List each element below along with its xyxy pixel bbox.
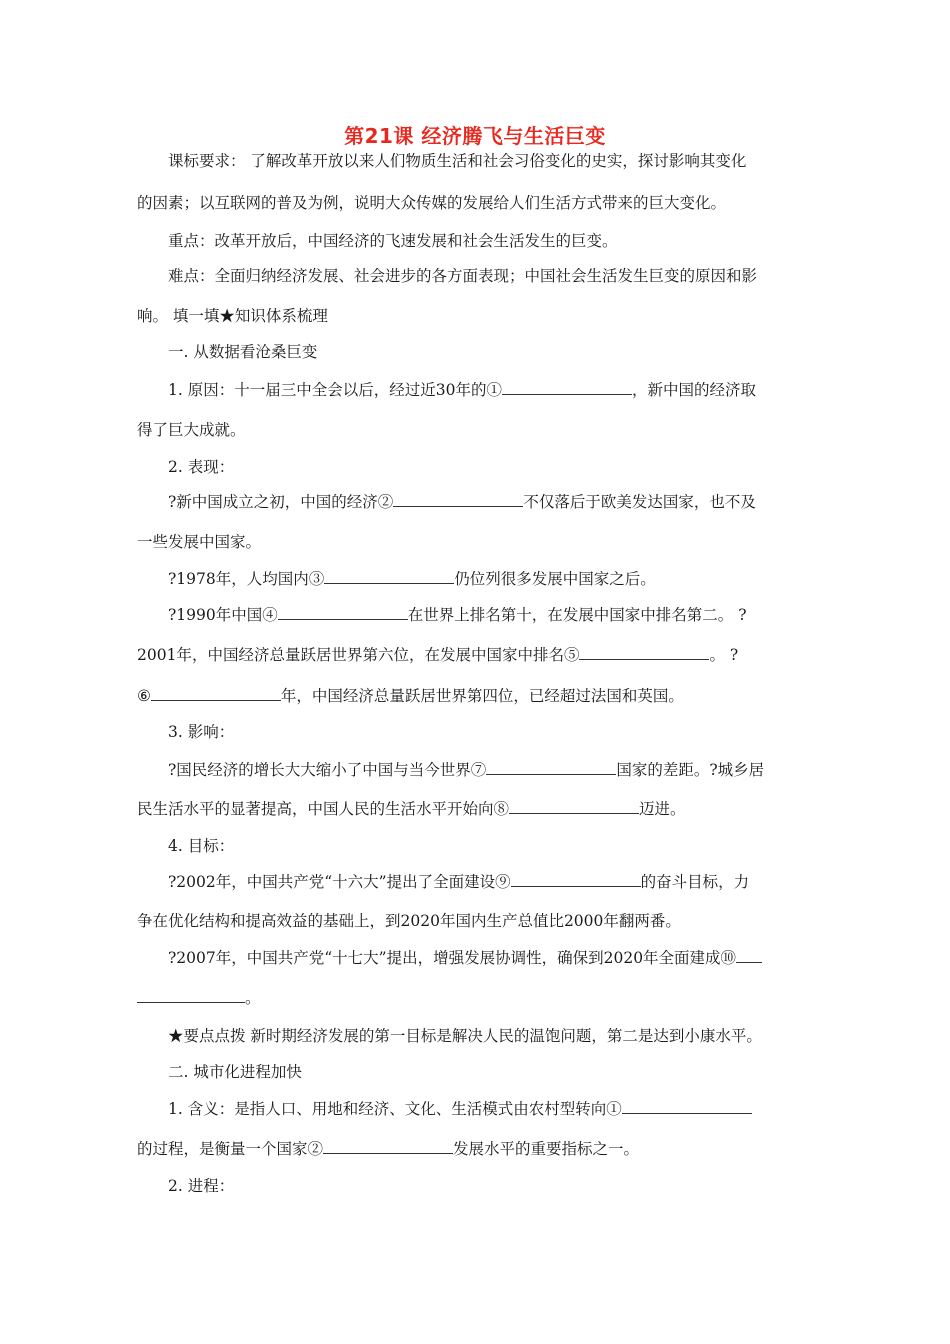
text-line (168, 1176, 234, 1196)
fill-in-blank[interactable] (324, 569, 454, 584)
text-line (168, 342, 317, 362)
text-segment: 民生活水平的显著提高，中国人民的生活水平开始向⑧ (137, 800, 510, 818)
text-segment: ⑥ (137, 687, 151, 705)
text-line (168, 948, 762, 968)
text-segment: 2. 表现： (168, 458, 235, 476)
text-segment: 1. 原因：十一届三中全会以后，经过近30年的① (168, 381, 502, 399)
text-segment: 。 (245, 989, 261, 1007)
text-line (137, 686, 684, 706)
text-line (137, 306, 328, 326)
text-line (168, 872, 749, 892)
text-line (137, 532, 261, 552)
text-line (168, 380, 756, 400)
fill-in-blank[interactable] (509, 799, 639, 814)
text-line (168, 266, 757, 286)
text-segment: ?1978年，人均国内③ (168, 570, 325, 588)
text-segment: 课标要求： 了解改革开放以来人们物质生活和社会习俗变化的史实，探讨影响其变化 (168, 152, 747, 170)
text-segment: 不仅落后于欧美发达国家，也不及 (523, 493, 756, 511)
text-line (168, 722, 234, 742)
text-segment: ?2002年，中国共产党“十六大”提出了全面建设⑨ (168, 873, 511, 891)
text-segment: ★要点点拨 新时期经济发展的第一目标是解决人民的温饱问题，第二是达到小康水平。 (168, 1027, 762, 1045)
text-line (168, 1099, 752, 1119)
text-segment: 的过程，是衡量一个国家② (137, 1140, 324, 1158)
text-line (168, 231, 618, 251)
text-segment: 发展水平的重要指标之一。 (453, 1140, 640, 1158)
text-segment: 一些发展中国家。 (137, 533, 262, 551)
text-segment: 重点：改革开放后，中国经济的飞速发展和社会生活发生的巨变。 (168, 232, 618, 250)
text-line (137, 645, 738, 665)
text-segment: 2. 进程： (168, 1177, 235, 1195)
text-line (137, 420, 246, 440)
fill-in-blank[interactable] (502, 380, 632, 395)
text-segment: 年，中国经济总量跃居世界第四位，已经超过法国和英国。 (280, 687, 684, 705)
text-line (168, 151, 746, 171)
text-line (168, 569, 656, 589)
text-segment: 的奋斗目标，力 (640, 873, 750, 891)
text-segment: 。 ? (709, 646, 739, 664)
text-line (168, 1026, 762, 1046)
text-segment: ?1990年中国④ (168, 606, 278, 624)
fill-in-blank[interactable] (736, 948, 762, 963)
text-segment: ?2007年，中国共产党“十七大”提出，增强发展协调性，确保到2020年全面建成⑩ (168, 949, 737, 967)
fill-in-blank[interactable] (323, 1139, 453, 1154)
text-segment: 二. 城市化进程加快 (168, 1063, 302, 1081)
text-segment: 在世界上排名第十，在发展中国家中排名第二。 ? (407, 606, 747, 624)
text-line (137, 988, 261, 1008)
text-segment: 迈进。 (639, 800, 686, 818)
text-segment: 得了巨大成就。 (137, 421, 246, 439)
text-line (168, 457, 234, 477)
fill-in-blank[interactable] (511, 872, 641, 887)
text-line (168, 760, 764, 780)
text-line (137, 911, 681, 931)
fill-in-blank[interactable] (278, 605, 408, 620)
text-segment: ?新中国成立之初，中国的经济② (168, 493, 394, 511)
text-segment: 1. 含义：是指人口、用地和经济、文化、生活模式由农村型转向① (168, 1100, 622, 1118)
text-line (137, 799, 686, 819)
text-line (137, 193, 726, 213)
text-segment: ?国民经济的增长大大缩小了中国与当今世界⑦ (168, 761, 487, 779)
fill-in-blank[interactable] (151, 686, 281, 701)
text-segment: 难点：全面归纳经济发展、社会进步的各方面表现；中国社会生活发生巨变的原因和影 (168, 267, 758, 285)
fill-in-blank[interactable] (486, 760, 616, 775)
text-segment: 响。 填一填★知识体系梳理 (137, 307, 328, 325)
text-line (168, 492, 756, 512)
fill-in-blank[interactable] (393, 492, 523, 507)
fill-in-blank[interactable] (137, 988, 245, 1003)
text-segment: 4. 目标： (168, 837, 235, 855)
text-line (137, 1139, 639, 1159)
text-segment: 争在优化结构和提高效益的基础上，到2020年国内生产总值比2000年翻两番。 (137, 912, 681, 930)
lesson-title: 第21课 经济腾飞与生活巨变 (344, 124, 606, 148)
text-segment: ，新中国的经济取 (631, 381, 756, 399)
text-line (168, 1062, 302, 1082)
text-line (168, 605, 747, 625)
text-segment: 国家的差距。?城乡居 (616, 761, 765, 779)
text-segment: 仍位列很多发展中国家之后。 (454, 570, 656, 588)
text-segment: 一. 从数据看沧桑巨变 (168, 343, 318, 361)
text-segment: 3. 影响： (168, 723, 235, 741)
fill-in-blank[interactable] (622, 1099, 752, 1114)
text-segment: 2001年，中国经济总量跃居世界第六位，在发展中国家中排名⑤ (137, 646, 580, 664)
text-segment: 的因素；以互联网的普及为例，说明大众传媒的发展给人们生活方式带来的巨大变化。 (137, 194, 727, 212)
text-line (168, 836, 234, 856)
fill-in-blank[interactable] (579, 645, 709, 660)
